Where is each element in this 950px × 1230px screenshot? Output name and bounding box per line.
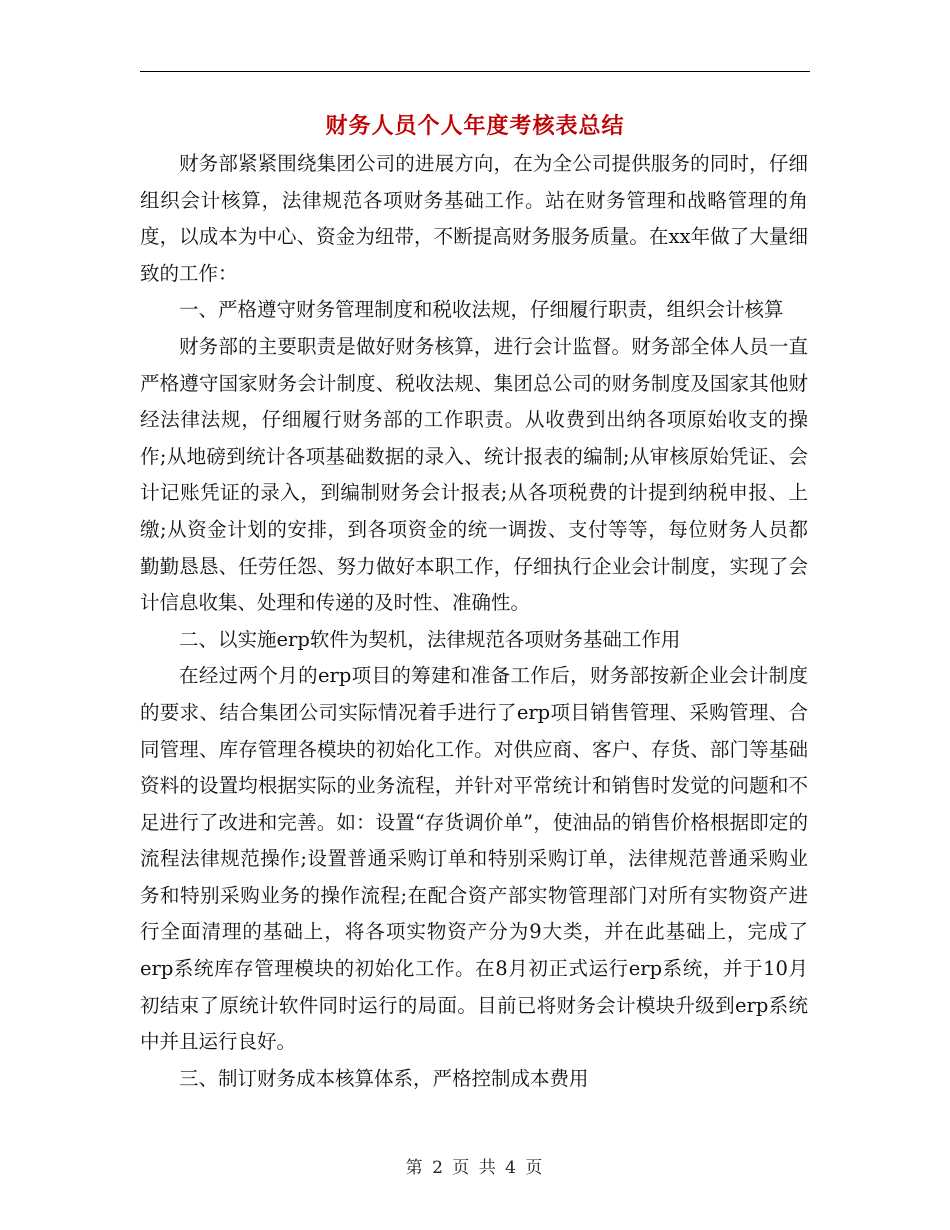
document-body	[140, 146, 808, 1097]
header-rule	[140, 71, 810, 72]
page-footer: 第 2 页 共 4 页	[405, 1158, 545, 1178]
section-heading-3: 三、制订财务成本核算体系，严格控制成本费用	[179, 1066, 589, 1090]
paragraph-intro: 财务部紧紧围绕集团公司的进展方向，在为全公司提供服务的同时，仔细组织会计核算，法律规范各项财务基础工作。站在财务管理和战略管理的角度，以成本为中心、资金为纽带，不断提高财务服务质量。在xx年做了大量细致的工作：	[140, 152, 808, 285]
paragraph-section-1: 财务部的主要职责是做好财务核算，进行会计监督。财务部全体人员一直严格遵守国家财务会计制度、税收法规、集团总公司的财务制度及国家其他财经法律法规，仔细履行财务部的工作职责。从收费到出纳各项原始收支的操作;从地磅到统计各项基础数据的录入、统计报表的编制;从审核原始凭证、会计记账凭证的录入，到编制财务会计报表;从各项税费的计提到纳税申报、上缴;从资金计划的安排，到各项资金的统一调拨、支付等等，每位财务人员都勤勤恳恳、任劳任怨、努力做好本职工作，仔细执行企业会计制度，实现了会计信息收集、处理和传递的及时性、准确性。	[140, 334, 808, 615]
paragraph-section-2: 在经过两个月的erp项目的筹建和准备工作后，财务部按新企业会计制度的要求、结合集团公司实际情况着手进行了erp项目销售管理、采购管理、合同管理、库存管理各模块的初始化工作。对供应商、客户、存货、部门等基础资料的设置均根据实际的业务流程，并针对平常统计和销售时发觉的问题和不足进行了改进和完善。如：设置“存货调价单”，使油品的销售价格根据即定的流程法律规范操作;设置普通采购订单和特别采购订单，法律规范普通采购业务和特别采购业务的操作流程;在配合资产部实物管理部门对所有实物资产进行全面清理的基础上，将各项实物资产分为9大类，并在此基础上，完成了erp系统库存管理模块的初始化工作。在8月初正式运行erp系统，并于10月初结束了原统计软件同时运行的局面。目前已将财务会计模块升级到erp系统中并且运行良好。	[140, 664, 808, 1054]
document-title: 财务人员个人年度考核表总结	[325, 113, 625, 139]
section-heading-2: 二、以实施erp软件为契机，法律规范各项财务基础工作用	[179, 627, 681, 651]
section-heading-1: 一、严格遵守财务管理制度和税收法规，仔细履行职责，组织会计核算	[179, 298, 784, 322]
